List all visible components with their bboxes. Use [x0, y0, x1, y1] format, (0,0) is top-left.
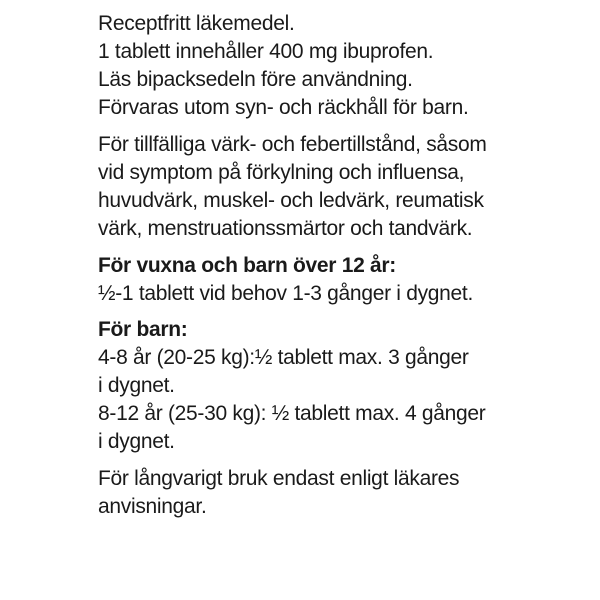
package-label-text: [98, 10, 558, 521]
dosage-content: 1 tablett innehåller 400 mg ibuprofen.: [98, 40, 434, 63]
storage-warning: Förvaras utom syn- och räckhåll för barn.: [98, 96, 469, 119]
children-heading: För barn:: [98, 318, 188, 341]
read-leaflet-note: Läs bipacksedeln före användning.: [98, 68, 413, 91]
children-dosage-line: i dygnet.: [98, 430, 175, 453]
long-term-line: För långvarigt bruk endast enligt läkares: [98, 467, 460, 490]
adults-heading: För vuxna och barn över 12 år:: [98, 254, 396, 277]
indication-section: [98, 131, 558, 243]
indication-line: vid symptom på förkylning och influensa,: [98, 161, 465, 184]
indication-line: huvudvärk, muskel- och ledvärk, reumatisk: [98, 189, 484, 212]
long-term-use-section: [98, 465, 558, 521]
children-dosage-line: 8-12 år (25-30 kg): ½ tablett max. 4 gånger: [98, 402, 486, 425]
adults-dosage-line: ½-1 tablett vid behov 1-3 gånger i dygnet.: [98, 282, 473, 305]
adults-dosage-section: [98, 252, 558, 308]
intro-section: [98, 10, 558, 122]
children-dosage-line: 4-8 år (20-25 kg):½ tablett max. 3 gånger: [98, 346, 469, 369]
children-dosage-line: i dygnet.: [98, 374, 175, 397]
long-term-line: anvisningar.: [98, 495, 207, 518]
prescription-status: Receptfritt läkemedel.: [98, 12, 295, 35]
children-dosage-section: [98, 316, 558, 456]
indication-line: För tillfälliga värk- och febertillstånd, såsom: [98, 133, 487, 156]
indication-line: värk, menstruationssmärtor och tandvärk.: [98, 217, 473, 240]
